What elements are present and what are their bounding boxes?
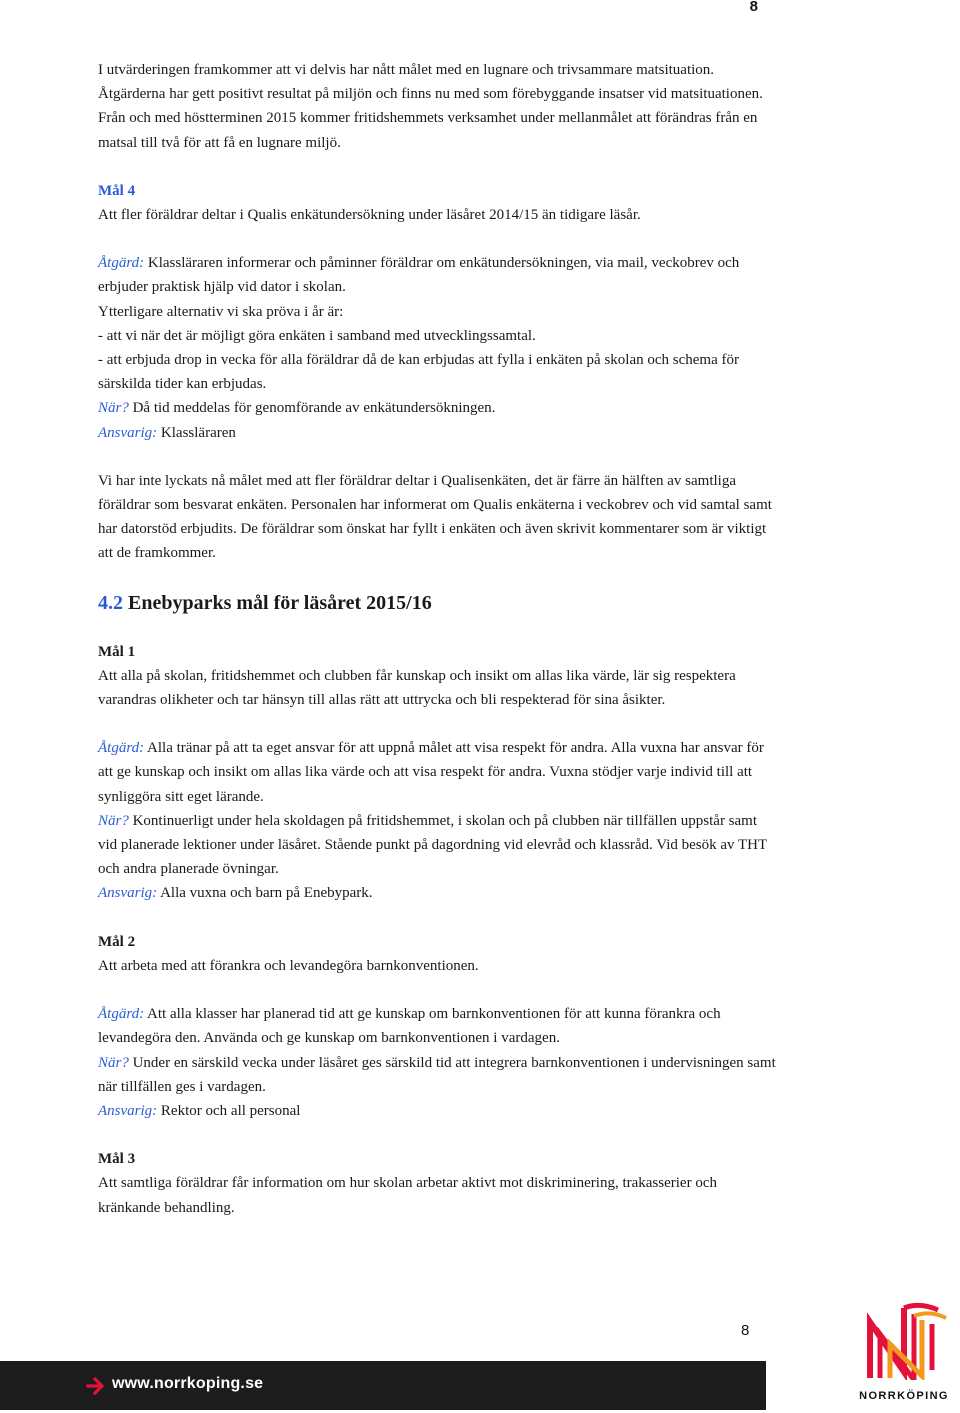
mal4-heading: Mål 4	[98, 182, 136, 199]
nar-label: När?	[98, 1054, 129, 1071]
nar-text: Kontinuerligt under hela skoldagen på fritidshemmet, i skolan och på clubben när tillfällen uppstår samt vid planerade lektioner under läsåret. Stående punkt på dagordning vid elevråd och klassråd. Vid besök av THT och andra planerade övningar.	[98, 812, 767, 878]
top-page-number: 8	[749, 0, 758, 15]
mal4-ansvarig	[98, 421, 778, 445]
footer-url-link[interactable]: www.norrkoping.se	[112, 1375, 264, 1392]
mal4-alt-1: - att vi när det är möjligt göra enkäten i samband med utvecklingssamtal.	[98, 327, 536, 344]
nar-text: Under en särskild vecka under läsåret ges särskild tid att integrera barnkonventionen i undervisningen samt när tillfällen ges i vardagen.	[98, 1054, 776, 1095]
mal1-goal: Att alla på skolan, fritidshemmet och clubben får kunskap och insikt om allas lika värde, lär sig respektera varandras olikheter och tar hänsyn till allas rätt att uttrycka och bli respekterad för sina åsikter.	[98, 667, 736, 709]
document-body	[98, 58, 778, 1220]
norrkoping-logo-icon	[860, 1300, 955, 1380]
mal3-heading: Mål 3	[98, 1151, 136, 1168]
footer-bar	[0, 1361, 766, 1410]
mal1-atgard	[98, 736, 778, 809]
mal3-goal: Att samtliga föräldrar får information om hur skolan arbetar aktivt mot diskriminering, trakasserier och kränkande behandling.	[98, 1175, 717, 1216]
logo-wordmark: NORRKÖPING	[859, 1390, 949, 1402]
ansvarig-label: Ansvarig:	[98, 424, 158, 441]
atgard-text: Klassläraren informerar och påminner föräldrar om enkätundersökningen, via mail, veckobrev och erbjuder praktisk hjälp vid dator i skolan.	[98, 255, 740, 296]
mal4-atgard	[98, 251, 778, 299]
intro-paragraph: I utvärderingen framkommer att vi delvis har nått målet med en lugnare och trivsammare matsituation. Åtgärderna har gett positivt resultat på miljön och finns nu med som förebyggande insatser vid matsituationen. Från och med höstterminen 2015 kommer fritidshemmets verksamhet under mellanmålet att förändras från en matsal till två för att få en lugnare miljö.	[98, 62, 763, 151]
mal4-alt-intro: Ytterligare alternativ vi ska pröva i år är:	[98, 303, 344, 320]
ansvarig-label: Ansvarig:	[98, 1102, 158, 1119]
mal2-atgard	[98, 1002, 778, 1050]
mal2-heading: Mål 2	[98, 933, 136, 950]
section-title-text: Enebyparks mål för läsåret 2015/16	[123, 591, 432, 614]
atgard-label: Åtgärd:	[98, 255, 145, 272]
mal2-nar	[98, 1051, 778, 1099]
mal4-goal: Att fler föräldrar deltar i Qualis enkätundersökning under läsåret 2014/15 än tidigare läsår.	[98, 207, 641, 224]
atgard-label: Åtgärd:	[98, 1006, 145, 1023]
mal1-nar	[98, 809, 778, 882]
bottom-page-number: 8	[741, 1322, 750, 1339]
mal2-goal: Att arbeta med att förankra och levandegöra barnkonventionen.	[98, 957, 479, 974]
mal1-heading: Mål 1	[98, 643, 136, 660]
atgard-text: Att alla klasser har planerad tid att ge kunskap om barnkonventionen för att kunna förankra och levandegöra den. Använda och ge kunskap om barnkonventionen i vardagen.	[98, 1006, 721, 1047]
atgard-label: Åtgärd:	[98, 740, 145, 757]
nar-label: När?	[98, 812, 129, 829]
atgard-text: Alla tränar på att ta eget ansvar för att uppnå målet att visa respekt för andra. Alla vuxna har ansvar för att ge kunskap och insikt om allas lika värde och att visa respekt för andra. Vuxna stödjer varje individ till att synliggöra sitt eget lärande.	[98, 740, 764, 805]
mal1-ansvarig	[98, 881, 778, 905]
ansvarig-text: Alla vuxna och barn på Enebypark.	[157, 885, 373, 902]
mal2-ansvarig	[98, 1099, 778, 1123]
mal4-alt-2: - att erbjuda drop in vecka för alla föräldrar då de kan erbjudas att fylla i enkäten på skolan och schema för särskilda tider kan erbjudas.	[98, 352, 739, 393]
ansvarig-text: Rektor och all personal	[157, 1102, 301, 1119]
ansvarig-label: Ansvarig:	[98, 885, 158, 902]
ansvarig-text: Klassläraren	[157, 424, 236, 441]
nar-label: När?	[98, 400, 129, 417]
nar-text: Då tid meddelas för genomförande av enkätundersökningen.	[128, 400, 496, 417]
mal4-nar	[98, 396, 778, 420]
section-number: 4.2	[98, 591, 123, 614]
mal4-evaluation: Vi har inte lyckats nå målet med att fler föräldrar deltar i Qualisenkäten, det är färre än hälften av samtliga föräldrar som besvarat enkäten. Personalen har informerat om Qualis enkäterna i veckobrev och vid samtal samt har datorstöd erbjudits. De föräldrar som önskat har fyllt i enkäten och även skrivit kommentarer som är viktigt att de framkommer.	[98, 472, 772, 562]
arrow-right-icon	[86, 1377, 106, 1395]
section-title	[98, 590, 778, 616]
